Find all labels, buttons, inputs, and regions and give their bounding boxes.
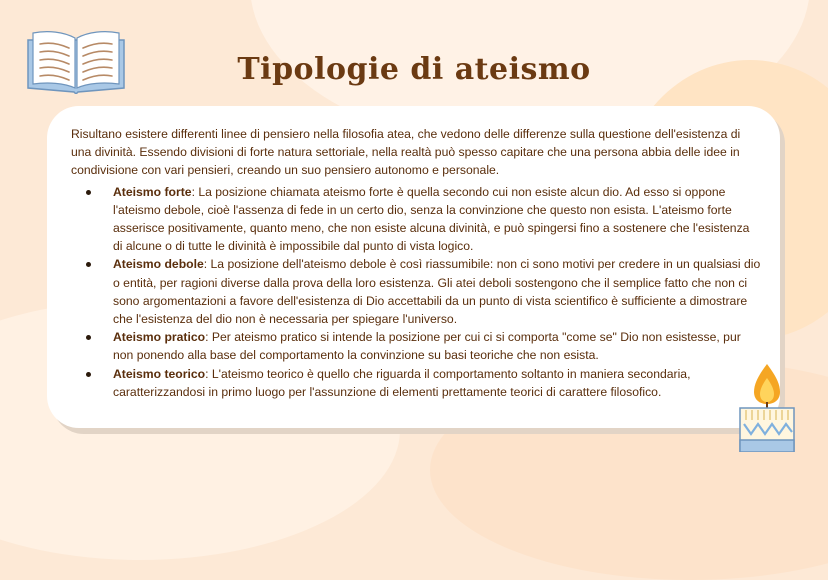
item-description: : Per ateismo pratico si intende la posizione per cui ci si comporta "come se" Dio non esistesse, pur non ponendo alla base del comportamento la convinzione su basi teoriche che non esista.	[113, 330, 741, 363]
content-card	[47, 106, 780, 428]
intro-paragraph: Risultano esistere differenti linee di pensiero nella filosofia atea, che vedono delle differenze sulla questione dell'esistenza di una divinità. Essendo divisioni di forte natura settoriale, nella realtà può spesso capitare che una persona abbia delle idee in condivisione con vari pensieri, creando un suo pensiero autonomo e personale.	[71, 127, 741, 178]
item-description: : La posizione chiamata ateismo forte è quella secondo cui non esiste alcun dio. Ad esso si oppone l'ateismo debole, cioè l'assenza di fede in un certo dio, senza la convinzione che questo non esista. L'ateismo forte asserisce positivamente, quanto meno, che non esiste alcuna divinità, e può spingersi fino a sostenere che l'esistenza di alcune o di tutte le divinità è impossibile dal punto di vista logico.	[113, 184, 750, 254]
list-item-ateismo-debole	[71, 255, 762, 328]
item-description: : L'ateismo teorico è quello che riguarda il comportamento soltanto in maniera secondaria, caratterizzandosi in primo luogo per l'assunzione di elementi prettamente teorici di carattere filosofico.	[113, 366, 691, 399]
list-item-ateismo-forte	[71, 183, 762, 256]
list-item-ateismo-pratico	[71, 328, 762, 364]
item-description: : La posizione dell'ateismo debole è così riassumibile: non ci sono motivi per credere in un qualsiasi dio o entità, per ragioni diverse dalla prova della loro esistenza. Gli atei deboli sostengono che il semplice fatto che non ci sono argomentazioni a favore dell'esistenza di Dio accettabili da un punto di vista scientifico è sufficiente a dimostrare che l'esistenza del dio non è necessaria per spiegare l'universo.	[113, 257, 761, 327]
item-term: Ateismo debole	[113, 257, 204, 272]
item-term: Ateismo forte	[113, 184, 192, 199]
item-term: Ateismo pratico	[113, 330, 206, 345]
page-title: Tipologie di ateismo	[237, 52, 591, 87]
candle-icon	[736, 362, 798, 452]
list-item-ateismo-teorico	[71, 365, 762, 401]
bullet-dot	[86, 335, 91, 340]
bullet-dot	[86, 190, 91, 195]
item-term: Ateismo teorico	[113, 366, 206, 381]
bullet-dot	[86, 372, 91, 377]
bullet-dot	[86, 262, 91, 267]
atheism-types-list	[71, 183, 762, 401]
